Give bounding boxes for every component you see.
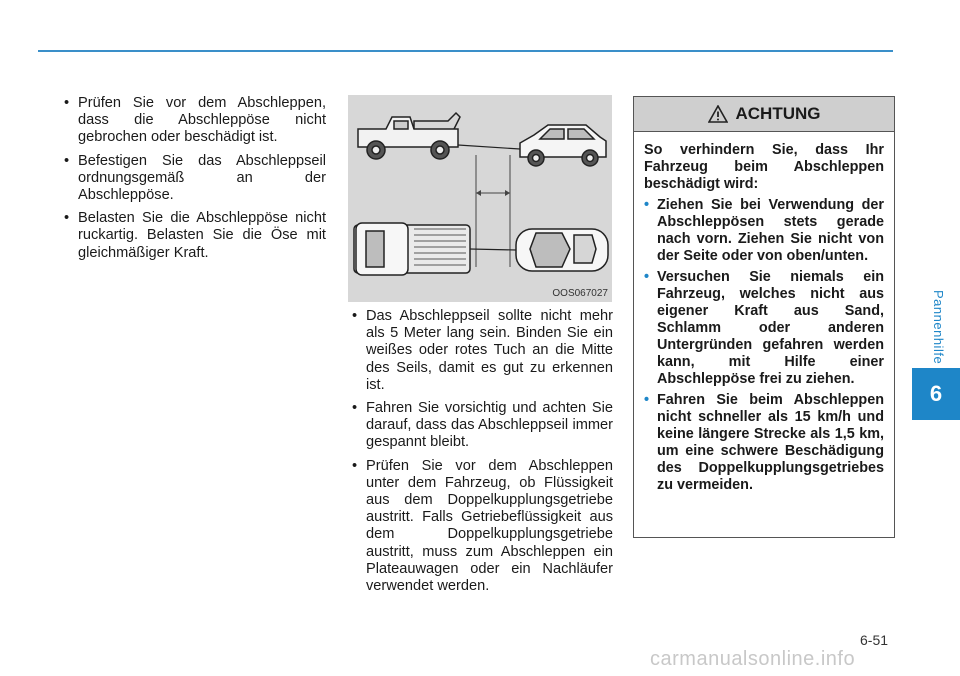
- list-item: • Prüfen Sie vor dem Abschleppen unter dem Fahrzeug, ob Flüssigkeit aus dem Doppelkupplungsgetriebe austritt. Falls Getriebeflüssigkeit aus dem Doppelkupplungsgetriebe austritt, muss zum Abschleppen ein Plateauwagen oder ein Nachläufer verwendet werden.: [350, 458, 613, 596]
- list-item: • Befestigen Sie das Abschleppseil ordnungsgemäß an der Abschleppöse.: [62, 153, 326, 205]
- middle-bullet-list: [350, 308, 613, 595]
- list-item: • Ziehen Sie bei Verwendung der Abschleppösen stets gerade nach vorn. Ziehen Sie nicht von der Seite oder von oben/unten.: [644, 197, 884, 265]
- towing-illustration: [348, 95, 612, 302]
- header-rule: [38, 50, 893, 52]
- warning-triangle-icon: [708, 105, 728, 123]
- tow-truck-top-icon: [354, 223, 470, 275]
- caution-intro: So verhindern Sie, dass Ihr Fahrzeug beim Abschleppen beschädigt wird:: [644, 142, 884, 192]
- figure-caption: OOS067027: [552, 288, 608, 299]
- list-item: • Prüfen Sie vor dem Abschleppen, dass die Abschleppöse nicht gebrochen oder beschädigt ist.: [62, 95, 326, 147]
- tow-rope-side: [458, 145, 520, 149]
- watermark: carmanualsonline.info: [650, 648, 856, 670]
- page-number: 6-51: [860, 632, 889, 648]
- caution-body: [634, 132, 894, 494]
- list-item: • Fahren Sie vorsichtig und achten Sie darauf, dass das Abschleppseil immer gespannt bleibt.: [350, 400, 613, 452]
- caution-list: [644, 197, 884, 494]
- list-item: • Versuchen Sie niemals ein Fahrzeug, welches nicht aus eigener Kraft aus Sand, Schlamm oder anderen Untergründen gefahren werden kann, mit Hilfe einer Abschleppöse frei zu ziehen.: [644, 269, 884, 388]
- caution-header: [634, 97, 894, 132]
- caution-box: [633, 96, 895, 538]
- left-column: [62, 95, 326, 268]
- list-item: • Belasten Sie die Abschleppöse nicht ruckartig. Belasten Sie die Öse mit gleichmäßiger Kraft.: [62, 210, 326, 262]
- towing-diagram: [348, 95, 612, 302]
- left-bullet-list: [62, 95, 326, 262]
- tow-truck-side-icon: [358, 113, 460, 159]
- list-item: • Das Abschleppseil sollte nicht mehr als 5 Meter lang sein. Binden Sie ein weißes oder rotes Tuch an die Mitte des Seils, damit es gut zu erkennen ist.: [350, 308, 613, 394]
- towed-car-side-icon: [520, 125, 606, 166]
- chapter-number-tab: 6: [912, 368, 960, 420]
- chapter-label: Pannenhilfe: [931, 290, 946, 365]
- towed-car-top-icon: [516, 229, 608, 271]
- middle-column: [350, 308, 613, 601]
- tow-rope-top: [470, 249, 516, 250]
- list-item: • Fahren Sie beim Abschleppen nicht schneller als 15 km/h und keine längere Strecke als 1,5 km, um eine schwere Beschädigung des Doppelkupplungsgetriebes zu vermeiden.: [644, 392, 884, 494]
- caution-title: ACHTUNG: [735, 104, 821, 123]
